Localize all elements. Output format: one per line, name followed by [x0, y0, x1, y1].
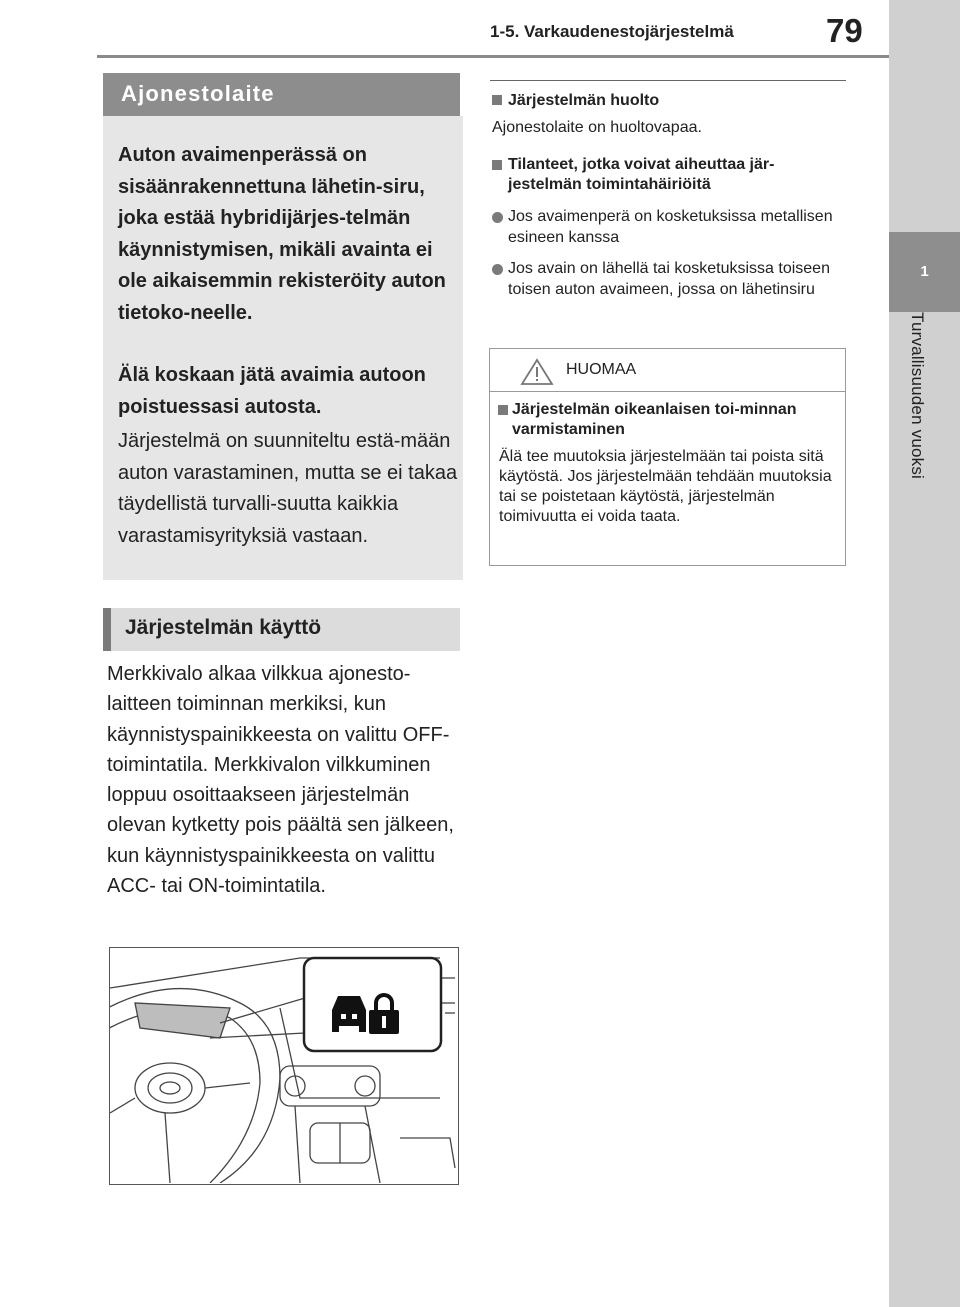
- notice-heading: Järjestelmän oikeanlaisen toi-minnan varmistaminen: [498, 400, 838, 440]
- column-rule: [490, 80, 846, 81]
- intro-box: [103, 116, 463, 580]
- usage-text: Merkkivalo alkaa vilkkua ajonesto-laitteen toiminnan merkiksi, kun käynnistyspainikkeesta on valittu OFF-toimintatila. Merkkivalon vilkkuminen loppuu osoittaakseen järjestelmän olevan kytketty pois päältä sen jälkeen, kun käynnistyspainikkeesta on valittu ACC- tai ON-toimintatila.: [107, 663, 454, 898]
- square-bullet-icon: [492, 95, 502, 105]
- banner-title: Ajonestolaite: [121, 81, 275, 106]
- notice-header: [490, 349, 845, 392]
- header-rule: [97, 55, 890, 58]
- intro-bold-1: Auton avaimenperässä on sisäänrakennettuna lähetin-siru, joka estää hybridijärjes-telmän käynnistymisen, mikäli avainta ei ole aikaisemmin rekisteröity auton tietoko-neelle.: [118, 144, 446, 324]
- round-bullet-icon: [492, 212, 503, 223]
- section-banner-usage: [103, 608, 460, 651]
- intro-bold-2: Älä koskaan jätä avaimia autoon poistuessasi autosta.: [118, 364, 426, 418]
- side-bar: [889, 0, 960, 1307]
- warning-triangle-icon: [520, 358, 554, 386]
- maintenance-heading: Järjestelmän huolto: [492, 91, 848, 111]
- intro-normal: Järjestelmä on suunniteltu estä-mään auton varastaminen, mutta se ei takaa täydellistä turvalli-suutta kaikkia varastamisyrityksiä vastaan.: [118, 430, 458, 547]
- chapter-title: Turvallisuuden vuoksi: [908, 312, 927, 480]
- malfunction-heading: Tilanteet, jotka voivat aiheuttaa jär-jestelmän toimintahäiriöitä: [492, 155, 848, 195]
- square-bullet-icon: [498, 405, 508, 415]
- maintenance-text: Ajonestolaite on huoltovapaa.: [492, 119, 702, 136]
- dashboard-illustration: [109, 947, 459, 1185]
- notice-text: Älä tee muutoksia järjestelmään tai poista sitä käytöstä. Jos järjestelmään tehdään muutoksia tai se poistetaan käytöstä, järjestelmän toimivuutta ei voida taata.: [499, 448, 832, 525]
- square-bullet-icon: [492, 160, 502, 170]
- banner-title: Järjestelmän käyttö: [125, 616, 322, 639]
- list-item: Jos avain on lähellä tai kosketuksissa toiseen toisen auton avaimeen, jossa on lähetinsiru: [492, 259, 848, 300]
- round-bullet-icon: [492, 264, 503, 275]
- dashboard-image: [110, 948, 457, 1183]
- list-item: Jos avaimenperä on kosketuksissa metallisen esineen kanssa: [492, 207, 848, 248]
- section-title: 1-5. Varkaudenestojärjestelmä: [490, 22, 734, 41]
- section-banner-immobilizer: [103, 73, 460, 116]
- notice-label: HUOMAA: [566, 361, 637, 378]
- page-number: 79: [826, 12, 863, 49]
- chapter-tab[interactable]: 1: [889, 232, 960, 312]
- notice-box: [489, 348, 846, 566]
